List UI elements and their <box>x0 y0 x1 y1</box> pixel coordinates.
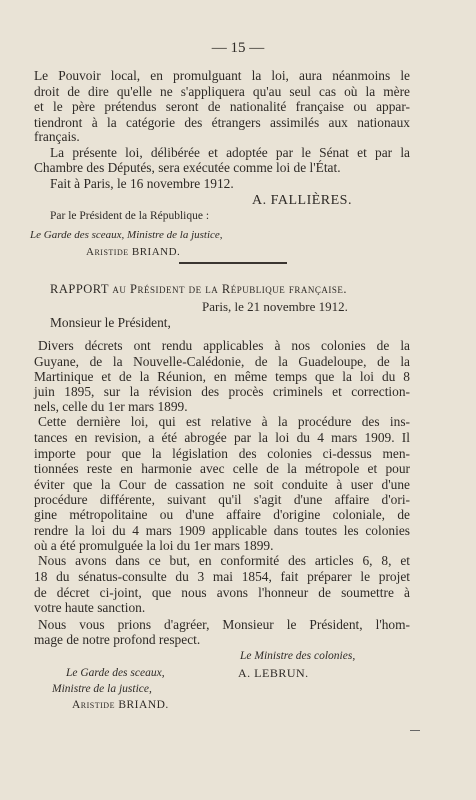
report-paragraph-3-line-3: de décret ci-joint, que nous avons l'honneur de soumettre à <box>34 585 410 600</box>
section-divider <box>179 262 287 264</box>
decree-paragraph-1-line-2: droit de dire qu'elle ne s'appliquera qu'au seul cas où la mère <box>34 84 410 99</box>
report-paragraph-2-line-1: Cette dernière loi, qui est relative à la procédure des ins- <box>38 414 410 429</box>
report-paragraph-2-line-7: gine métropolitaine ou d'une affaire d'origine coloniale, de <box>34 507 410 522</box>
report-paragraph-3-line-1: Nous avons dans ce but, en conformité des articles 6, 8, et <box>38 553 410 568</box>
decree-paragraph-2-line-1: La présente loi, délibérée et adoptée par le Sénat et par la <box>50 145 410 160</box>
report-paragraph-2-line-9: où a été promulguée la loi du 1er mars 1899. <box>34 538 274 553</box>
colonies-minister-name: A. LEBRUN. <box>238 666 309 680</box>
decree-paragraph-1-line-3: et le père prétendus seront de nationalité française ou appar- <box>34 99 410 114</box>
report-paragraph-3-line-2: 18 du sénatus-consulte du 3 mai 1854, fait préparer le projet <box>34 569 410 584</box>
report-heading: RAPPORT au Président de la République française. <box>50 282 347 296</box>
page-number: — 15 — <box>211 40 265 56</box>
report-paragraph-1-line-2: Guyane, de la Nouvelle-Calédonie, de la Guadeloupe, de la <box>34 354 410 369</box>
by-president-line: Par le Président de la République : <box>50 210 210 222</box>
report-salutation: Monsieur le Président, <box>50 315 171 330</box>
report-paragraph-1-line-1: Divers décrets ont rendu applicables à nos colonies de la <box>38 338 410 353</box>
report-paragraph-3-line-4: votre haute sanction. <box>34 600 146 615</box>
report-date: Paris, le 21 novembre 1912. <box>202 299 348 314</box>
decree-paragraph-2-line-2: Chambre des Députés, sera exécutée comme loi de l'État. <box>34 160 341 175</box>
report-paragraph-1-line-4: juin 1895, sur la révision des procès criminels et correction- <box>34 384 410 399</box>
report-paragraph-2-line-8: rendre la loi du 4 mars 1909 applicable dans toutes les colonies <box>34 523 410 538</box>
report-paragraph-4-line-1: Nous vous prions d'agréer, Monsieur le Président, l'hom- <box>38 617 410 632</box>
page-mark <box>410 730 420 731</box>
report-paragraph-4-line-2: mage de notre profond respect. <box>34 632 201 647</box>
decree-paragraph-1-line-1: Le Pouvoir local, en promulguant la loi, aura néanmoins le <box>34 68 410 83</box>
report-paragraph-1-line-3: Martinique et de la Réunion, en même temps que la loi du 8 <box>34 369 410 384</box>
report-paragraph-2-line-5: éviter que la Cour de cassation ne soit conduite à user d'une <box>34 477 410 492</box>
minister-title: Le Garde des sceaux, Ministre de la justice, <box>30 229 223 241</box>
decree-paragraph-1-line-5: français. <box>34 129 80 144</box>
report-paragraph-1-line-5: nels, celle du 1er mars 1899. <box>34 399 188 414</box>
report-paragraph-2-line-3: importe pour que la législation des colonies ci-dessus men- <box>34 446 410 461</box>
colonies-minister-title: Le Ministre des colonies, <box>240 650 356 662</box>
report-paragraph-2-line-4: tionnées reste en harmonie avec celle de la métropole et pour <box>34 461 410 476</box>
report-paragraph-2-line-6: procédure différente, suivant qu'il s'agit d'une affaire d'ori- <box>34 492 410 507</box>
decree-date-line: Fait à Paris, le 16 novembre 1912. <box>50 176 234 191</box>
decree-paragraph-1-line-4: tiendront à la catégorie des étrangers assimilés aux nationaux <box>34 115 410 130</box>
report-paragraph-2-line-2: tances en revision, a été abrogée par la loi du 4 mars 1909. Il <box>34 430 410 445</box>
decree-signatory: A. FALLIÈRES. <box>252 193 352 208</box>
justice-minister-name: Aristide BRIAND. <box>72 699 169 711</box>
minister-name: Aristide BRIAND. <box>86 246 181 258</box>
justice-minister-title-1: Le Garde des sceaux, <box>66 667 165 679</box>
justice-minister-title-2: Ministre de la justice, <box>52 683 152 695</box>
